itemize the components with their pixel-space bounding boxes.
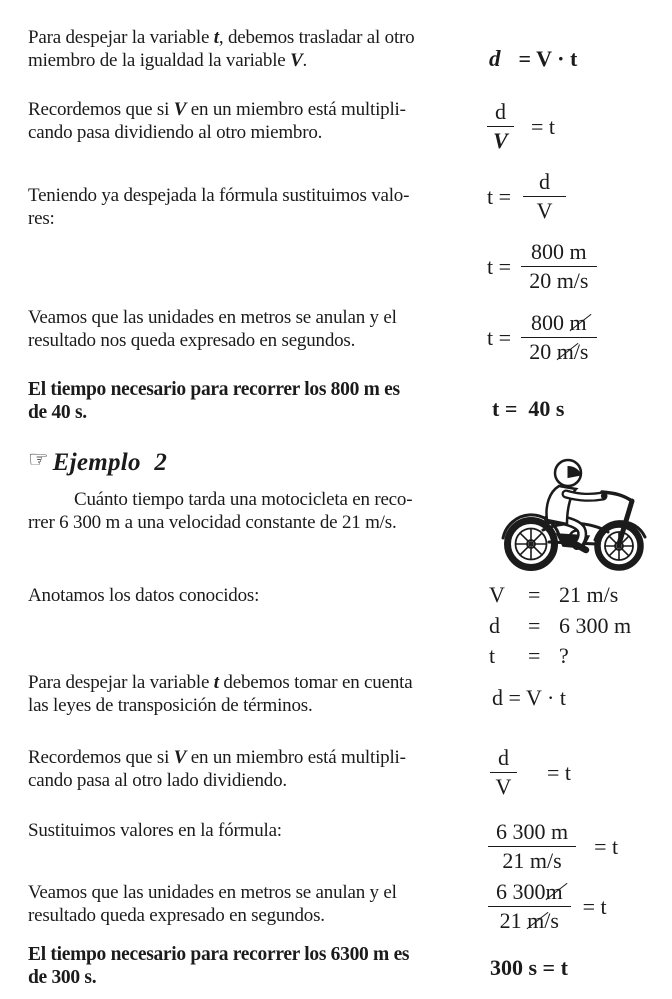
- text-run: las leyes de transposición de términos.: [28, 694, 313, 716]
- denominator: V: [536, 198, 553, 223]
- fraction: [488, 820, 576, 873]
- cancelled-unit-m: m: [556, 339, 574, 364]
- heading-text: Ejemplo 2: [52, 449, 168, 476]
- paragraph-recordemos-1: [28, 99, 476, 144]
- equation-lhs: t =: [487, 324, 512, 350]
- formula-units-cancelled-2: [488, 880, 607, 933]
- unit-suffix: /s: [573, 339, 589, 364]
- formula-t-equals-40s: t = 40 s: [492, 396, 565, 421]
- variable-v: V: [290, 49, 303, 71]
- text-run: de 300 s.: [28, 966, 97, 988]
- variable-v: V: [173, 99, 187, 120]
- variable-d: d: [489, 46, 501, 71]
- formula-d-over-v-equals-t-2: [490, 746, 571, 799]
- text-run: rrer 6 300 m a una velocidad constante de 21 m/s.: [28, 511, 397, 533]
- equation-lhs: t =: [487, 253, 512, 279]
- equals-sign: =: [528, 582, 541, 607]
- cancelled-unit-m: m: [527, 908, 545, 933]
- paragraph-veamos-2: [28, 882, 476, 927]
- paragraph-recordemos-2: [28, 747, 476, 792]
- paragraph-veamos-1: [28, 307, 476, 352]
- numerator: d: [490, 746, 517, 773]
- fraction: [521, 240, 597, 293]
- text-run: Para despejar la variable: [28, 672, 214, 693]
- paragraph-problem-statement: [28, 489, 476, 534]
- pointing-hand-icon: ☞: [28, 447, 49, 473]
- equation-lhs: t =: [487, 183, 512, 209]
- formula-t-800-over-20: [487, 240, 597, 293]
- fraction: [521, 311, 597, 364]
- formula-t-equals-d-over-v: [487, 170, 566, 223]
- unit-suffix: /s: [544, 908, 559, 933]
- text-run: resultado queda expresado en segundos.: [28, 904, 325, 926]
- numerator: [521, 311, 597, 338]
- paragraph-anotamos: [28, 585, 476, 608]
- equation-rhs: = t: [547, 759, 572, 785]
- text-run: .: [302, 49, 308, 71]
- variable-v: V: [173, 747, 187, 768]
- fraction: [487, 100, 514, 153]
- text-run: cando pasa al otro lado dividiendo.: [28, 769, 287, 791]
- numerator: 800 m: [521, 240, 597, 267]
- variable-t: t: [213, 672, 219, 693]
- equals-sign: =: [528, 612, 541, 638]
- text-run: El tiempo necesario para recorrer los 6300 m es: [28, 944, 410, 965]
- text-run: miembro de la igualdad la variable: [28, 49, 291, 71]
- motorcycle-illustration: [491, 445, 657, 574]
- text-run: Recordemos que si: [28, 747, 174, 768]
- value: ?: [559, 643, 569, 668]
- text-run: Para despejar la variable: [28, 27, 214, 48]
- data-row-v: [489, 580, 631, 611]
- value: 21: [499, 908, 528, 933]
- value: 6 300: [496, 879, 546, 904]
- known-data-list: [489, 580, 631, 672]
- numerator: d: [487, 100, 514, 127]
- text-run: Cuánto tiempo tarda una motocicleta en reco-: [74, 489, 413, 510]
- variable: V: [489, 582, 505, 607]
- cancelled-unit-m: m: [545, 879, 563, 904]
- value: 21 m/s: [559, 582, 619, 607]
- text-run: Veamos que las unidades en metros se anulan y el: [28, 882, 397, 903]
- denominator: V: [493, 128, 508, 153]
- equation-rhs: = V · t: [518, 46, 578, 71]
- paragraph-despejar-t: [28, 27, 476, 72]
- value: 20: [529, 339, 557, 364]
- text-run: Sustituimos valores en la fórmula:: [28, 820, 282, 841]
- text-run: en un miembro está multipli-: [186, 99, 406, 120]
- paragraph-despejar-t-2: [28, 672, 476, 717]
- denominator: V: [495, 774, 512, 799]
- result-statement-800m: [28, 379, 476, 424]
- text-run: Teniendo ya despejada la fórmula sustituimos valo-: [28, 185, 410, 206]
- text-run: debemos tomar en cuenta: [218, 672, 413, 693]
- denominator: 20 m/s: [529, 268, 589, 293]
- equation-rhs: = t: [531, 113, 556, 139]
- equation-rhs: = t: [594, 833, 619, 859]
- data-row-t: [489, 641, 631, 672]
- fraction: [523, 170, 566, 223]
- variable-t: t: [213, 27, 219, 48]
- value: 800: [531, 310, 570, 335]
- equals-sign: =: [528, 643, 541, 668]
- value: 6 300 m: [559, 612, 632, 638]
- formula-d-equals-vt: [489, 46, 577, 72]
- numerator: [488, 880, 571, 907]
- text-run: El tiempo necesario para recorrer los 800 m es: [28, 379, 400, 400]
- denominator: [521, 338, 597, 364]
- formula-units-cancelled-1: [487, 311, 597, 364]
- text-run: Veamos que las unidades en metros se anulan y el: [28, 307, 397, 328]
- text-run: de 40 s.: [28, 401, 87, 423]
- paragraph-teniendo: [28, 185, 476, 230]
- denominator: 21 m/s: [502, 848, 562, 873]
- equation-rhs: = t: [582, 893, 607, 919]
- paragraph-sustituimos: [28, 820, 476, 843]
- text-run: cando pasa dividiendo al otro miembro.: [28, 121, 323, 143]
- motorcycle-drawing: [491, 445, 657, 574]
- example-2-heading: [28, 447, 167, 477]
- cancelled-unit-m: m: [569, 310, 587, 335]
- text-run: Recordemos que si: [28, 99, 174, 120]
- result-statement-6300m: [28, 944, 476, 989]
- formula-d-equals-vt-2: d = V · t: [492, 685, 566, 710]
- text-run: , debemos trasladar al otro: [218, 27, 415, 48]
- text-run: resultado nos queda expresado en segundos.: [28, 329, 356, 351]
- fraction: [490, 746, 517, 799]
- variable: d: [489, 612, 500, 638]
- fraction: [488, 880, 571, 933]
- formula-6300-over-21: [488, 820, 618, 873]
- formula-d-over-v-equals-t: [487, 100, 555, 153]
- variable: t: [489, 643, 496, 668]
- text-run: res:: [28, 207, 55, 229]
- text-run: en un miembro está multipli-: [186, 747, 406, 768]
- text-run: Anotamos los datos conocidos:: [28, 585, 260, 606]
- numerator: 6 300 m: [488, 820, 576, 847]
- data-row-d: [489, 611, 631, 642]
- denominator: [488, 907, 571, 933]
- numerator: d: [523, 170, 566, 197]
- formula-300s-equals-t: 300 s = t: [490, 955, 568, 980]
